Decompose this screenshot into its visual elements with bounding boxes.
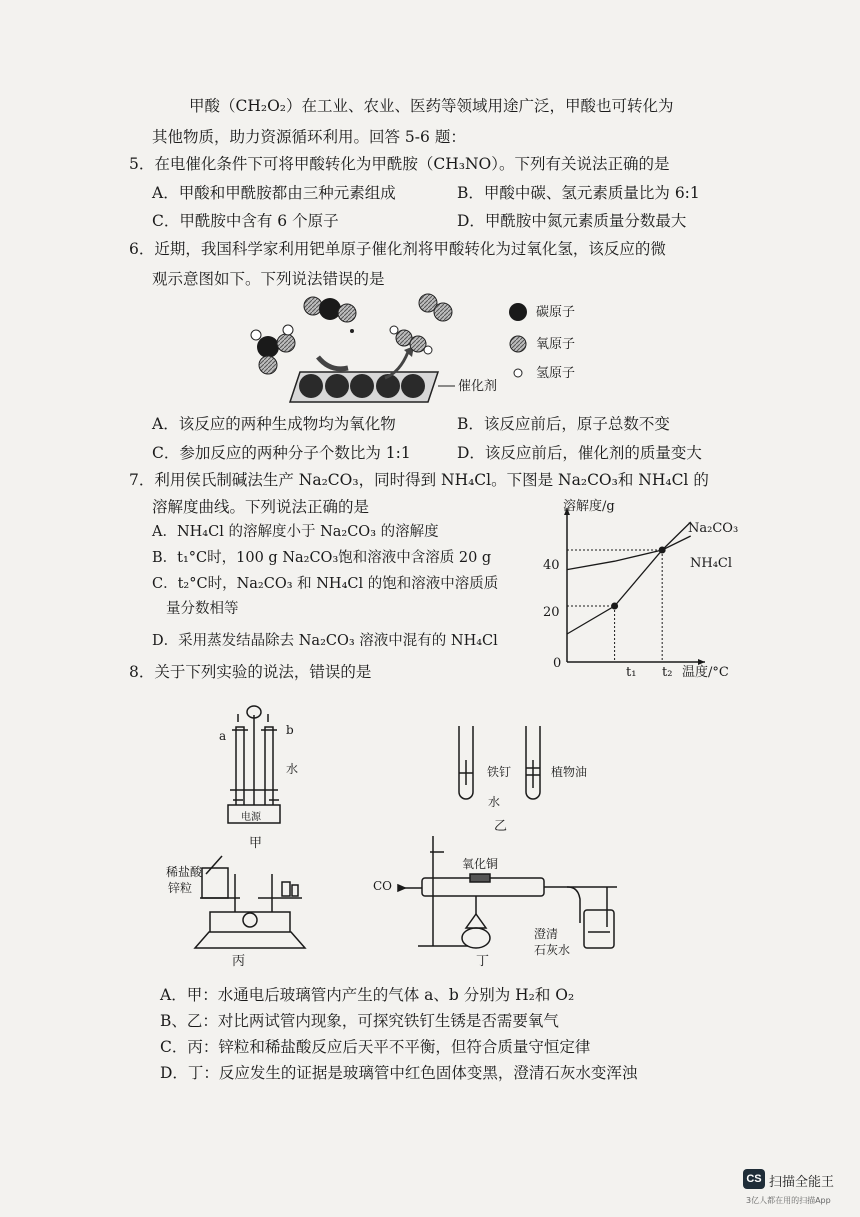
yi-caption: 乙	[494, 819, 508, 834]
chart-x-axis-label: 温度/°C	[682, 665, 729, 680]
bing-label-zinc: 锌粒	[168, 881, 193, 895]
q6-stem-1: 6．近期，我国科学家利用钯单原子催化剂将甲酸转化为过氧化氢，该反应的微	[129, 240, 666, 258]
jia-caption: 甲	[249, 836, 263, 851]
q8-option-a: A．甲：水通电后玻璃管内产生的气体 a、b 分别为 H₂和 O₂	[160, 986, 575, 1004]
q6-option-c: C．参加反应的两种分子个数比为 1:1	[152, 444, 411, 462]
q8-option-b: B、乙：对比两试管内现象，可探究铁钉生锈是否需要氧气	[160, 1012, 559, 1030]
q7-option-a: A．NH₄Cl 的溶解度小于 Na₂CO₃ 的溶解度	[152, 524, 439, 540]
ding-caption: 丁	[476, 954, 490, 969]
jia-label-power: 电源	[241, 812, 261, 823]
q7-option-b: B．t₁°C时，100 g Na₂CO₃饱和溶液中含溶质 20 g	[152, 550, 492, 566]
yi-label-water: 水	[488, 795, 501, 809]
chart-y-tick-20: 20	[543, 605, 560, 620]
q5-option-a: A．甲酸和甲酰胺都由三种元素组成	[152, 184, 396, 202]
q7-option-c-line-2: 量分数相等	[166, 601, 239, 617]
q8-option-d: D．丁：反应发生的证据是玻璃管中红色固体变黑，澄清石灰水变浑浊	[160, 1064, 638, 1082]
yi-label-nail: 铁钉	[487, 765, 512, 779]
jia-label-a: a	[219, 729, 227, 743]
camscanner-logo: CS	[743, 1169, 765, 1189]
apparatus-jia	[228, 706, 280, 823]
apparatus-yi	[459, 726, 540, 799]
intro-line-1: 甲酸（CH₂O₂）在工业、农业、医药等领域用途广泛，甲酸也可转化为	[189, 97, 674, 115]
q5-option-b: B．甲酸中碳、氢元素质量比为 6:1	[457, 184, 700, 202]
camscanner-name: 扫描全能王	[769, 1175, 835, 1190]
yi-label-oil: 植物油	[551, 765, 588, 779]
jia-label-b: b	[286, 723, 294, 737]
catalyst-label: 催化剂	[458, 379, 498, 394]
q8-option-c: C．丙：锌粒和稀盐酸反应后天平不平衡，但符合质量守恒定律	[160, 1038, 591, 1056]
camscanner-tagline: 3亿人都在用的扫描App	[746, 1196, 831, 1205]
ding-label-cuo: 氧化铜	[462, 857, 499, 871]
chart-y-axis-label: 溶解度/g	[563, 499, 615, 514]
q5-stem: 5．在电催化条件下可将甲酸转化为甲酰胺（CH₃NO）。下列有关说法正确的是	[129, 155, 670, 173]
q5-option-c: C．甲酰胺中含有 6 个原子	[152, 212, 339, 230]
q6-stem-2: 观示意图如下。下列说法错误的是	[152, 270, 385, 288]
q6-option-a: A．该反应的两种生成物均为氧化物	[152, 415, 396, 433]
legend-carbon-label: 碳原子	[536, 305, 576, 320]
q5-option-d: D．甲酰胺中氮元素质量分数最大	[457, 212, 687, 230]
apparatus-bing	[195, 856, 305, 948]
legend-na2co3: Na₂CO₃	[688, 521, 739, 536]
q7-stem-1: 7．利用侯氏制碱法生产 Na₂CO₃，同时得到 NH₄Cl。下图是 Na₂CO₃和 NH₄Cl 的	[129, 471, 709, 489]
q7-option-d: D．采用蒸发结晶除去 Na₂CO₃ 溶液中混有的 NH₄Cl	[152, 633, 498, 649]
apparatus-ding	[398, 836, 617, 948]
chart-y-tick-40: 40	[543, 558, 560, 573]
ding-label-lime-2: 石灰水	[534, 943, 571, 957]
chart-origin-label: 0	[553, 656, 562, 671]
legend-oxygen-label: 氧原子	[536, 337, 576, 352]
q8-stem: 8．关于下列实验的说法，错误的是	[129, 663, 372, 681]
legend-hydrogen-label: 氢原子	[536, 366, 576, 381]
q6-option-d: D．该反应前后，催化剂的质量变大	[457, 444, 702, 462]
legend-nh4cl: NH₄Cl	[690, 556, 733, 571]
q7-option-c-line-1: C．t₂°C时，Na₂CO₃ 和 NH₄Cl 的饱和溶液中溶质质	[152, 576, 499, 592]
ding-label-co: CO	[373, 879, 393, 893]
jia-label-water: 水	[286, 762, 299, 776]
bing-caption: 丙	[232, 954, 246, 969]
chart-x-tick-t1: t₁	[626, 665, 637, 680]
intro-line-2: 其他物质，助力资源循环利用。回答 5-6 题：	[152, 128, 466, 146]
ding-label-lime-1: 澄清	[534, 927, 559, 941]
bing-label-acid: 稀盐酸	[166, 865, 203, 879]
chart-x-tick-t2: t₂	[662, 665, 673, 680]
q7-stem-2: 溶解度曲线。下列说法正确的是	[152, 498, 370, 516]
q6-option-b: B．该反应前后，原子总数不变	[457, 415, 670, 433]
